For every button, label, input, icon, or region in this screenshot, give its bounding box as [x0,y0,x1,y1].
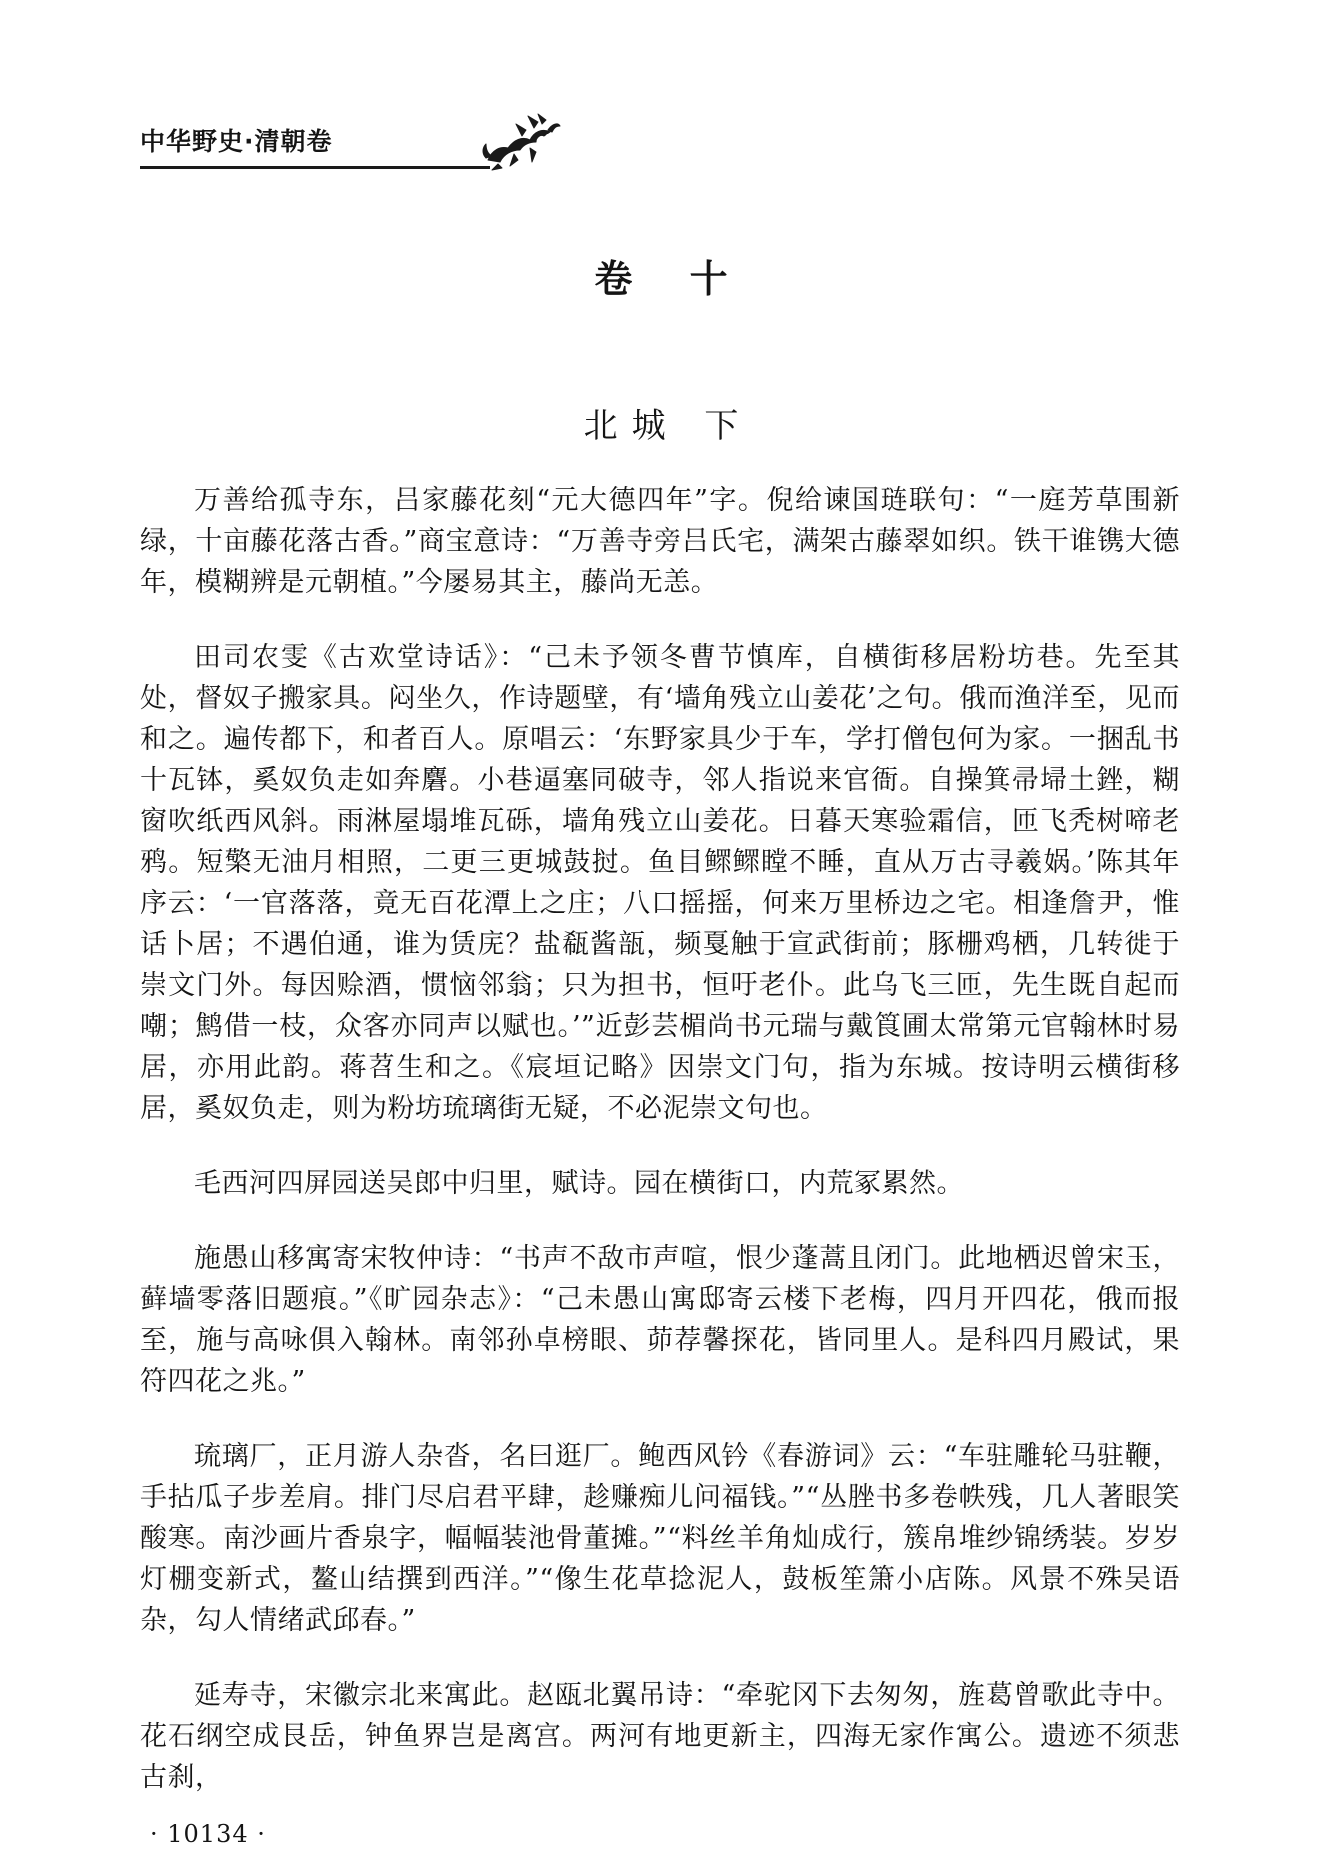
paragraph: 万善给孤寺东，吕家藤花刻“元大德四年”字。倪给谏国琏联句：“一庭芳草围新绿，十亩藤花落古香。”商宝意诗：“万善寺旁吕氏宅，满架古藤翠如织。铁干谁镌大德年，模糊辨是元朝植。”今屡易其主，藤尚无恙。 [140,485,1180,598]
paragraph: 田司农雯《古欢堂诗话》：“己未予领冬曹节慎库，自横街移居粉坊巷。先至其处，督奴子搬家具。闷坐久，作诗题壁，有‘墙角残立山姜花’之句。俄而渔洋至，见而和之。遍传都下，和者百人。原唱云：‘东野家具少于车，学打僧包何为家。一捆乱书十瓦钵，奚奴负走如奔麏。小巷逼塞同破寺，邻人指说来官衙。自操箕帚埽土銼，糊窗吹纸西风斜。雨淋屋塌堆瓦砾，墙角残立山姜花。日暮天寒验霜信，匝飞秃树啼老鸦。短檠无油月相照，二更三更城鼓挝。鱼目鳏鳏瞠不睡，直从万古寻羲娲。’陈其年序云：‘一官落落，竟无百花潭上之庄；八口摇摇，何来万里桥边之宅。相逢詹尹，惟话卜居；不遇伯通，谁为赁庑？盐瓻酱瓿，频戛触于宣武街前；豚栅鸡栖，几转徙于崇文门外。每因赊酒，惯恼邻翁；只为担书，恒吁老仆。此乌飞三匝，先生既自起而嘲；鹪借一枝，众客亦同声以赋也。’”近彭芸楣尚书元瑞与戴筤圃太常第元官翰林时易居，亦用此韵。蒋苕生和之。《宸垣记略》因崇文门句，指为东城。按诗明云横街移居，奚奴负走，则为粉坊琉璃街无疑，不必泥崇文句也。 [140,642,1180,1124]
section-title: 北城 下 [583,406,753,446]
volume-title: 卷 十 [594,257,750,301]
paragraph: 施愚山移寓寄宋牧仲诗：“书声不敌市声喧，恨少蓬蒿且闭门。此地栖迟曾宋玉，藓墙零落旧题痕。”《旷园杂志》：“己未愚山寓邸寄云楼下老梅，四月开四花，俄而报至，施与高咏俱入翰林。南邻孙卓榜眼、茆荐馨探花，皆同里人。是科四月殿试，果符四花之兆。” [140,1243,1180,1397]
paragraph: 琉璃厂，正月游人杂沓，名曰逛厂。鲍西风钤《春游词》云：“车驻雕轮马驻鞭，手拈瓜子步差肩。排门尽启君平肆，趁赚痴儿问福钱。”“丛脞书多卷帙残，几人著眼笑酸寒。南沙画片香泉字，幅幅装池骨董摊。”“料丝羊角灿成行，簇帛堆纱锦绣装。岁岁灯棚变新式，鳌山结撰到西洋。”“像生花草捻泥人，鼓板笙箫小店陈。风景不殊吴语杂，勾人情绪武邱春。” [140,1441,1180,1636]
paragraph: 毛西河四屏园送吴郎中归里，赋诗。园在横街口，内荒冢累然。 [194,1168,964,1199]
paragraph: 延寿寺，宋徽宗北来寓此。赵瓯北翼吊诗：“牵驼冈下去匆匆，旌葛曾歌此寺中。花石纲空成艮岳，钟鱼界岂是离宫。两河有地更新主，四海无家作寓公。遗迹不须悲古刹， [140,1680,1180,1793]
dragon-emblem-icon [478,110,562,172]
header-rule [140,166,490,169]
series-title: 中华野史·清朝卷 [140,127,333,156]
body-text [140,480,1180,1832]
page-number: · 10134 · [150,1820,266,1848]
running-header [140,118,500,178]
